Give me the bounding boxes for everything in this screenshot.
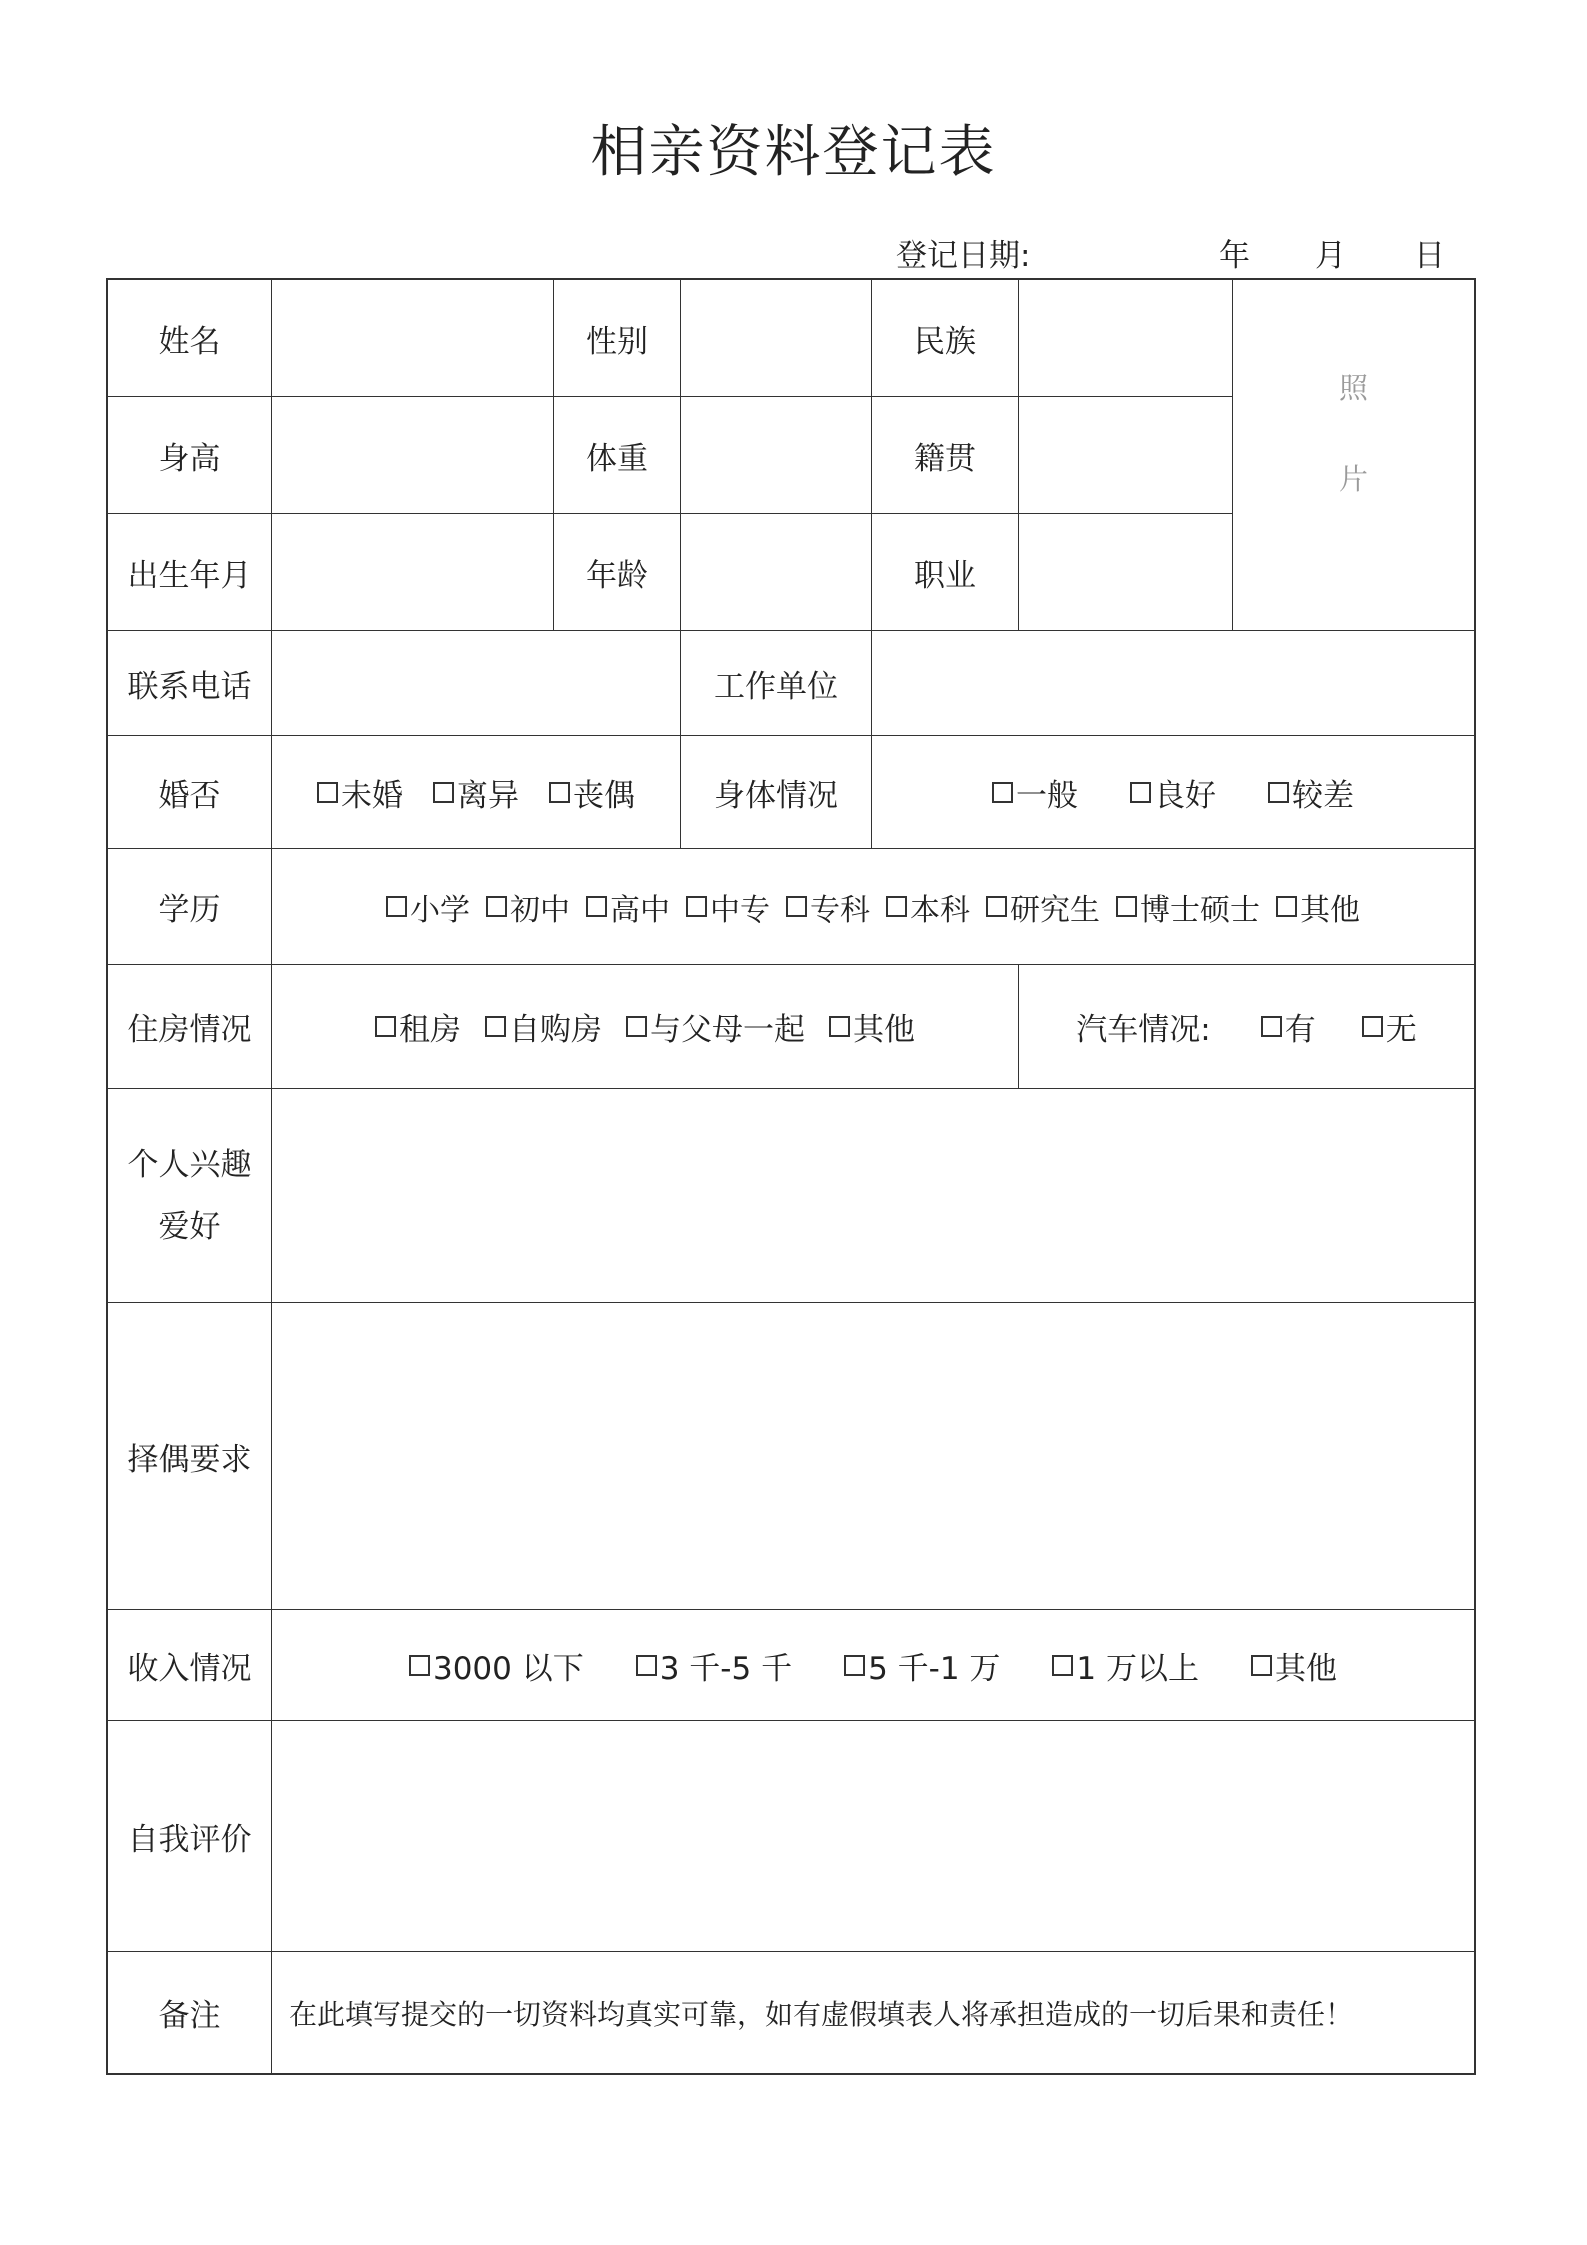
checkbox-icon bbox=[386, 896, 407, 917]
education-option[interactable]: 研究生 bbox=[986, 885, 1100, 929]
education-option[interactable]: 专科 bbox=[786, 885, 870, 929]
registration-form-table bbox=[106, 278, 1476, 2075]
photo-char-2: 片 bbox=[1338, 462, 1368, 496]
name-label: 姓名 bbox=[108, 280, 272, 397]
self-evaluation-field[interactable] bbox=[272, 1721, 1474, 1952]
checkbox-icon bbox=[886, 896, 907, 917]
photo-placeholder[interactable] bbox=[1233, 280, 1474, 631]
checkbox-icon bbox=[586, 896, 607, 917]
health-options bbox=[872, 736, 1474, 849]
gender-label: 性别 bbox=[554, 280, 681, 397]
checkbox-icon bbox=[986, 896, 1007, 917]
education-option[interactable]: 其他 bbox=[1276, 885, 1360, 929]
checkbox-icon bbox=[1251, 1655, 1272, 1676]
checkbox-icon bbox=[1130, 782, 1151, 803]
education-option[interactable]: 本科 bbox=[886, 885, 970, 929]
housing-options bbox=[272, 965, 1019, 1089]
marital-option[interactable]: 离异 bbox=[433, 770, 519, 815]
income-option[interactable]: 其他 bbox=[1251, 1643, 1337, 1688]
requirements-label: 择偶要求 bbox=[108, 1303, 272, 1610]
occupation-field[interactable] bbox=[1019, 514, 1233, 631]
ethnicity-field[interactable] bbox=[1019, 280, 1233, 397]
date-month-label: 月 bbox=[1315, 238, 1346, 274]
checkbox-icon bbox=[786, 896, 807, 917]
hometown-field[interactable] bbox=[1019, 397, 1233, 514]
date-year-label: 年 bbox=[1219, 238, 1250, 274]
health-option[interactable]: 良好 bbox=[1130, 770, 1216, 815]
remarks-text: 在此填写提交的一切资料均真实可靠，如有虚假填表人将承担造成的一切后果和责任！ bbox=[289, 1997, 1354, 2031]
checkbox-icon bbox=[317, 782, 338, 803]
hobbies-field[interactable] bbox=[272, 1089, 1474, 1303]
employer-label: 工作单位 bbox=[681, 631, 872, 736]
income-label: 收入情况 bbox=[108, 1610, 272, 1721]
housing-option[interactable]: 与父母一起 bbox=[626, 1004, 805, 1049]
income-option[interactable]: 3000 以下 bbox=[409, 1643, 584, 1688]
education-options bbox=[272, 849, 1474, 965]
checkbox-icon bbox=[829, 1016, 850, 1037]
housing-label: 住房情况 bbox=[108, 965, 272, 1089]
checkbox-icon bbox=[626, 1016, 647, 1037]
checkbox-icon bbox=[686, 896, 707, 917]
registration-date-label: 登记日期: bbox=[896, 238, 1031, 274]
name-field[interactable] bbox=[272, 280, 554, 397]
weight-field[interactable] bbox=[681, 397, 872, 514]
hobbies-label: 个人兴趣 爱好 bbox=[108, 1089, 272, 1303]
housing-option[interactable]: 租房 bbox=[375, 1004, 461, 1049]
checkbox-icon bbox=[636, 1655, 657, 1676]
education-option[interactable]: 中专 bbox=[686, 885, 770, 929]
health-label: 身体情况 bbox=[681, 736, 872, 849]
age-field[interactable] bbox=[681, 514, 872, 631]
age-label: 年龄 bbox=[554, 514, 681, 631]
checkbox-icon bbox=[1052, 1655, 1073, 1676]
income-option[interactable]: 1 万以上 bbox=[1052, 1643, 1199, 1688]
phone-field[interactable] bbox=[272, 631, 681, 736]
marital-option[interactable]: 未婚 bbox=[317, 770, 403, 815]
checkbox-icon bbox=[1116, 896, 1137, 917]
income-option[interactable]: 3 千-5 千 bbox=[636, 1643, 792, 1688]
remarks-label: 备注 bbox=[108, 1952, 272, 2073]
education-option[interactable]: 初中 bbox=[486, 885, 570, 929]
marital-option[interactable]: 丧偶 bbox=[549, 770, 635, 815]
height-field[interactable] bbox=[272, 397, 554, 514]
education-option[interactable]: 博士硕士 bbox=[1116, 885, 1260, 929]
height-label: 身高 bbox=[108, 397, 272, 514]
checkbox-icon bbox=[409, 1655, 430, 1676]
car-label: 汽车情况: bbox=[1076, 1012, 1211, 1048]
hometown-label: 籍贯 bbox=[872, 397, 1019, 514]
checkbox-icon bbox=[1268, 782, 1289, 803]
checkbox-icon bbox=[375, 1016, 396, 1037]
car-option[interactable]: 有 bbox=[1261, 1004, 1316, 1049]
form-title: 相亲资料登记表 bbox=[590, 120, 997, 185]
car-section bbox=[1019, 965, 1474, 1089]
birth-field[interactable] bbox=[272, 514, 554, 631]
date-day-label: 日 bbox=[1414, 238, 1445, 274]
housing-option[interactable]: 其他 bbox=[829, 1004, 915, 1049]
checkbox-icon bbox=[1362, 1016, 1383, 1037]
birth-label: 出生年月 bbox=[108, 514, 272, 631]
gender-field[interactable] bbox=[681, 280, 872, 397]
checkbox-icon bbox=[1276, 896, 1297, 917]
education-option[interactable]: 高中 bbox=[586, 885, 670, 929]
car-option[interactable]: 无 bbox=[1362, 1004, 1417, 1049]
requirements-field[interactable] bbox=[272, 1303, 1474, 1610]
health-option[interactable]: 较差 bbox=[1268, 770, 1354, 815]
checkbox-icon bbox=[992, 782, 1013, 803]
checkbox-icon bbox=[433, 782, 454, 803]
marital-options bbox=[272, 736, 681, 849]
employer-field[interactable] bbox=[872, 631, 1474, 736]
income-options bbox=[272, 1610, 1474, 1721]
health-option[interactable]: 一般 bbox=[992, 770, 1078, 815]
phone-label: 联系电话 bbox=[108, 631, 272, 736]
checkbox-icon bbox=[1261, 1016, 1282, 1037]
education-option[interactable]: 小学 bbox=[386, 885, 470, 929]
checkbox-icon bbox=[549, 782, 570, 803]
checkbox-icon bbox=[844, 1655, 865, 1676]
photo-char-1: 照 bbox=[1338, 371, 1368, 405]
checkbox-icon bbox=[485, 1016, 506, 1037]
education-label: 学历 bbox=[108, 849, 272, 965]
housing-option[interactable]: 自购房 bbox=[485, 1004, 602, 1049]
checkbox-icon bbox=[486, 896, 507, 917]
self-evaluation-label: 自我评价 bbox=[108, 1721, 272, 1952]
ethnicity-label: 民族 bbox=[872, 280, 1019, 397]
occupation-label: 职业 bbox=[872, 514, 1019, 631]
weight-label: 体重 bbox=[554, 397, 681, 514]
income-option[interactable]: 5 千-1 万 bbox=[844, 1643, 1000, 1688]
marital-label: 婚否 bbox=[108, 736, 272, 849]
